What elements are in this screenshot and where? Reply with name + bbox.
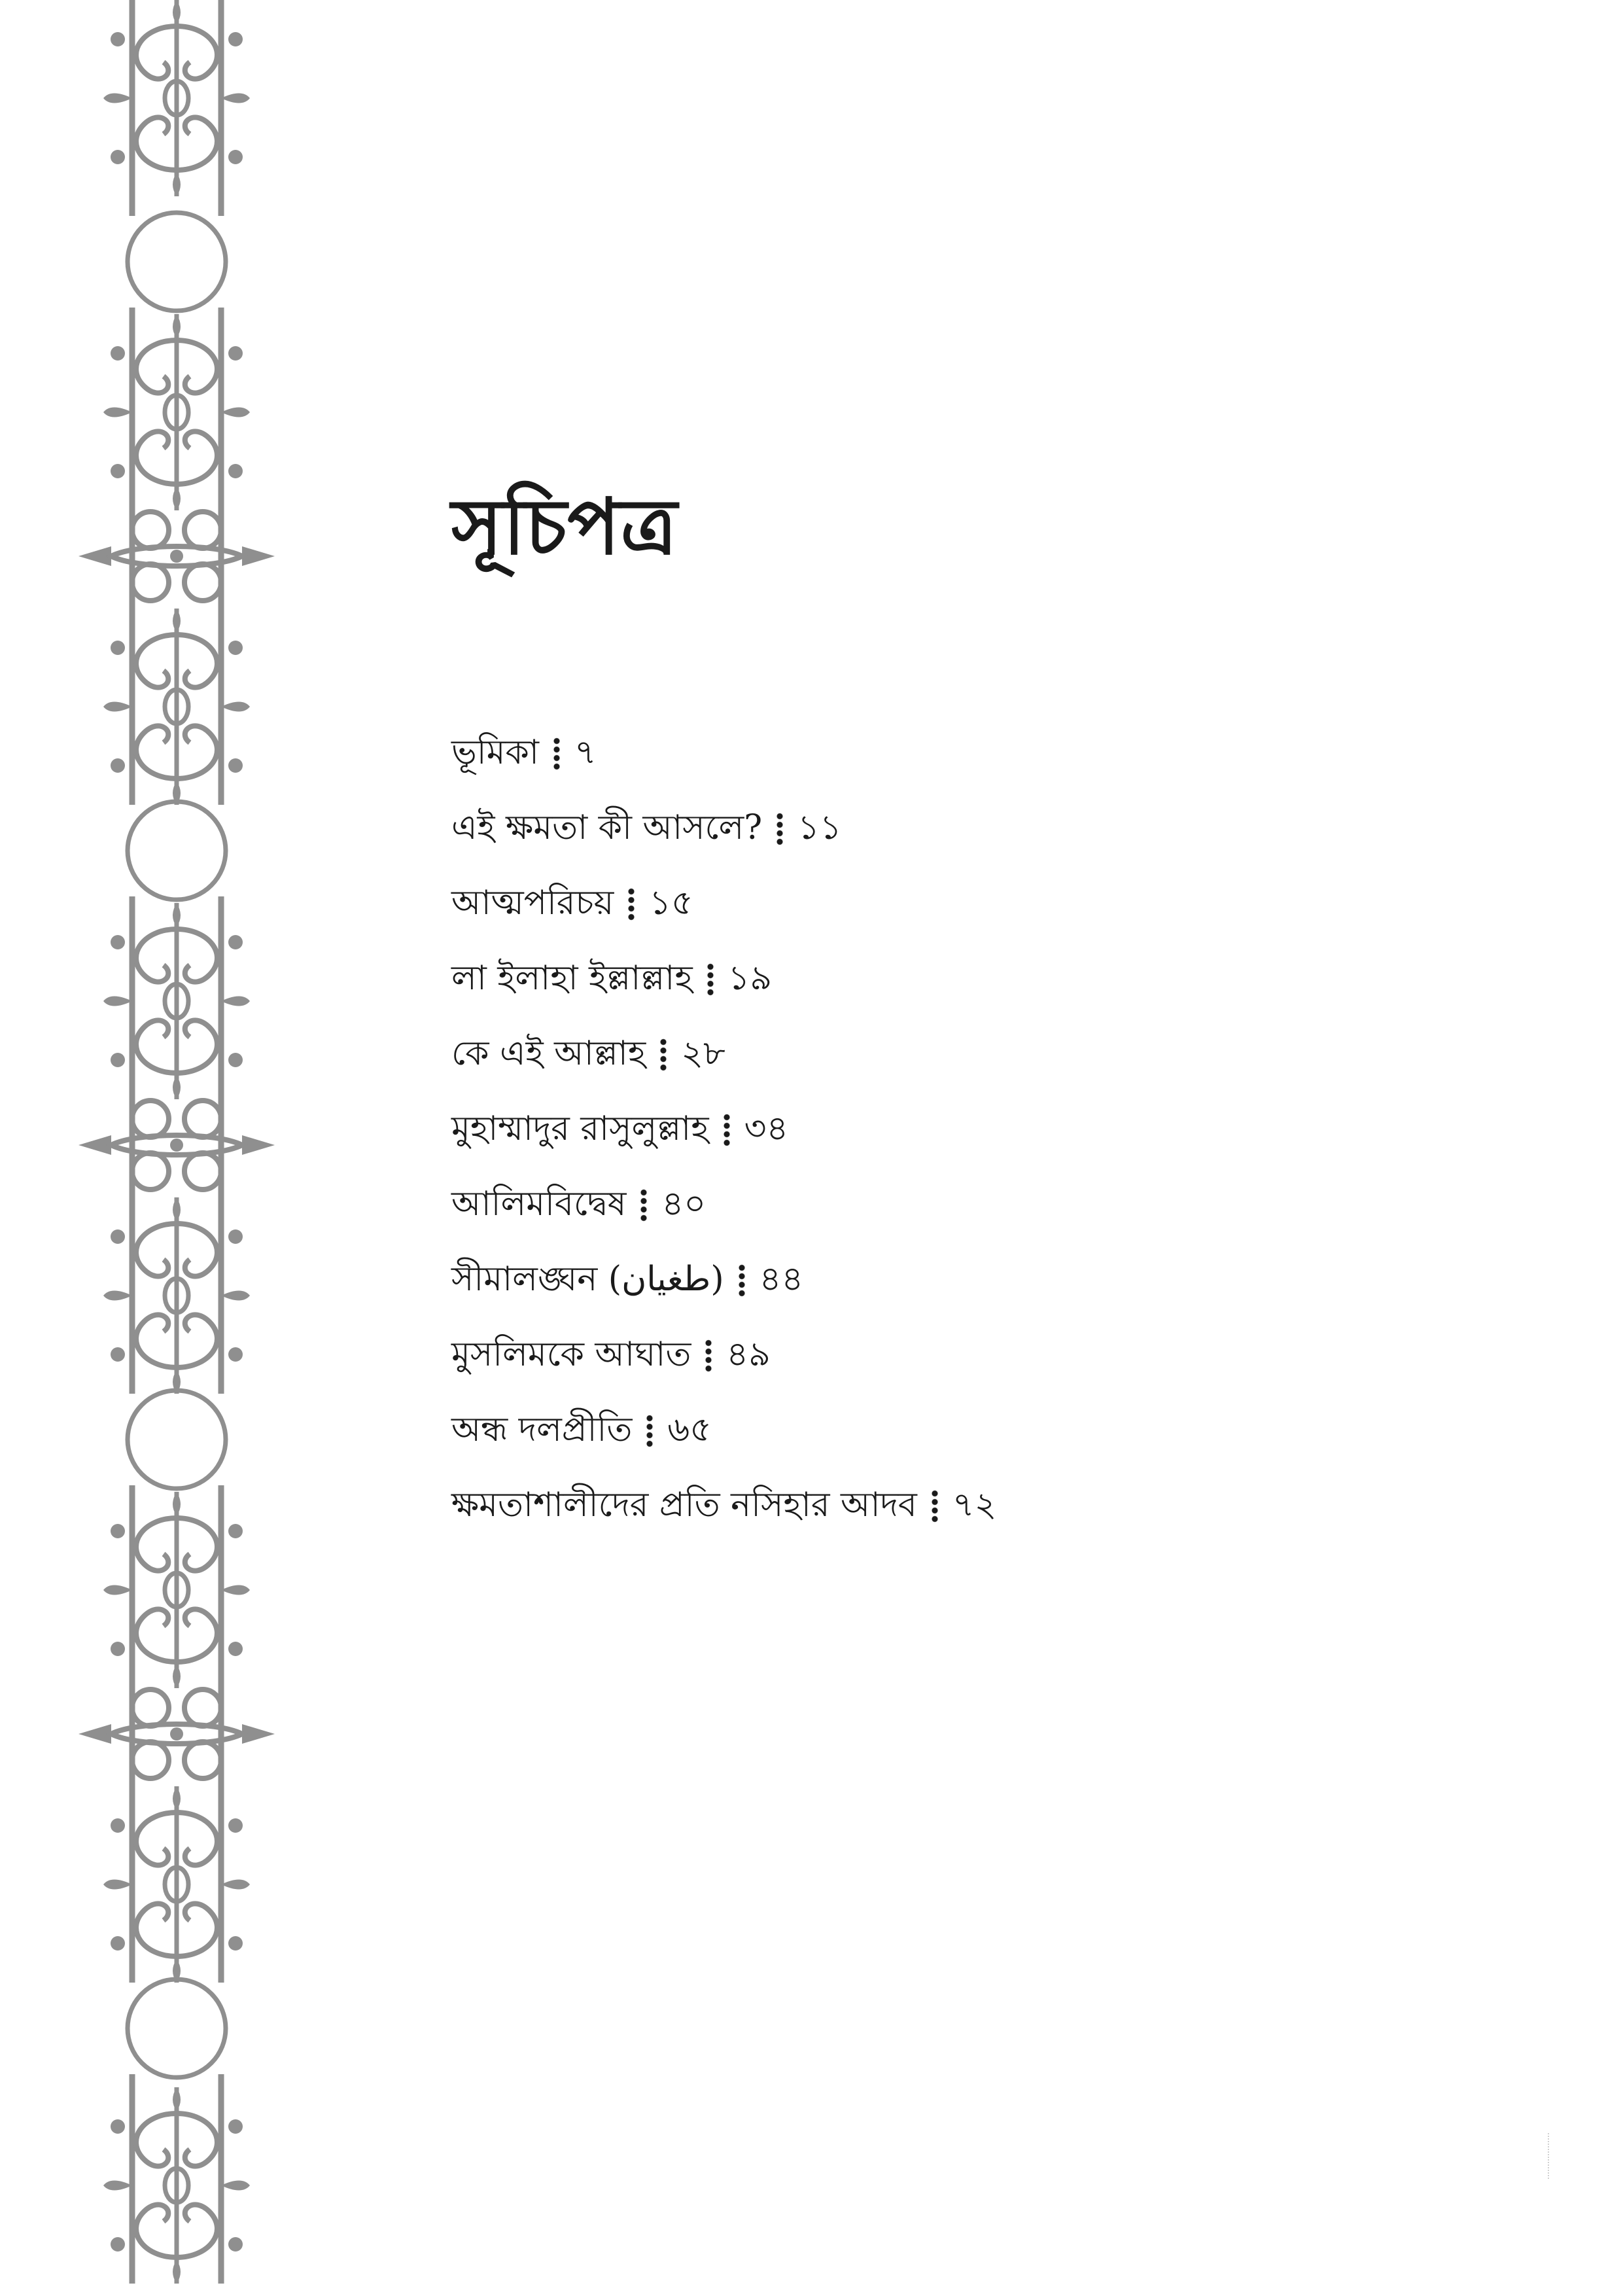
separator-icon (628, 887, 635, 921)
toc-label: ক্ষমতাশালীদের প্রতি নসিহার আদব (451, 1485, 917, 1525)
toc-label: মুসলিমকে আঘাত (451, 1334, 691, 1374)
separator-icon (553, 737, 560, 771)
toc-entry[interactable] (451, 1109, 1531, 1148)
separator-icon (660, 1038, 667, 1072)
toc-entry[interactable] (451, 1184, 1531, 1224)
toc-entry[interactable] (451, 733, 1531, 772)
toc-page-number: ৩৪ (744, 1108, 789, 1148)
toc-page-number: ৪৪ (759, 1259, 804, 1299)
decorative-border (72, 0, 281, 2296)
toc-page-number: ৪০ (661, 1184, 707, 1224)
toc-page-number: ৪৯ (726, 1334, 771, 1374)
separator-icon (932, 1489, 938, 1523)
toc-label: আলিমবিদ্বেষ (451, 1184, 627, 1224)
toc-entry[interactable] (451, 1260, 1531, 1299)
toc-label: কে এই আল্লাহ (451, 1033, 646, 1073)
toc-entry[interactable] (451, 1485, 1531, 1525)
separator-icon (705, 1339, 712, 1373)
toc-page-number: ১৫ (649, 883, 693, 923)
separator-icon (739, 1263, 745, 1298)
toc-label: সীমালঙ্ঘন (طغيان) (451, 1259, 724, 1299)
toc-entry[interactable] (451, 883, 1531, 923)
toc-label: এই ক্ষমতা কী আসলে? (451, 807, 763, 847)
toc-page-number: ৭২ (952, 1485, 997, 1525)
toc-label: মুহাম্মাদুর রাসুলুল্লাহ (451, 1108, 709, 1148)
toc-page-number: ৭ (574, 732, 597, 772)
toc-page-number: ১১ (797, 807, 842, 847)
separator-icon (724, 1113, 730, 1147)
toc-entry[interactable] (451, 808, 1531, 847)
scan-mark (1548, 2133, 1550, 2179)
toc-label: ভূমিকা (451, 732, 539, 772)
separator-icon (707, 963, 714, 997)
toc-entry[interactable] (451, 959, 1531, 998)
toc-page-number: ৬৫ (667, 1409, 712, 1449)
separator-icon (777, 812, 783, 846)
toc-page (451, 481, 1531, 1561)
toc-label: অন্ধ দলপ্রীতি (451, 1409, 633, 1449)
page-title: সূচিপত্র (451, 481, 678, 572)
toc-entry[interactable] (451, 1410, 1531, 1449)
separator-icon (646, 1414, 653, 1448)
toc-page-number: ১৯ (727, 958, 773, 998)
toc-entry[interactable] (451, 1335, 1531, 1374)
toc-label: লা ইলাহা ইল্লাল্লাহ (451, 958, 693, 998)
table-of-contents (451, 733, 1531, 1525)
toc-page-number: ২৮ (681, 1033, 725, 1073)
toc-entry[interactable] (451, 1034, 1531, 1073)
toc-label: আত্মপরিচয় (451, 883, 614, 923)
separator-icon (640, 1188, 647, 1222)
